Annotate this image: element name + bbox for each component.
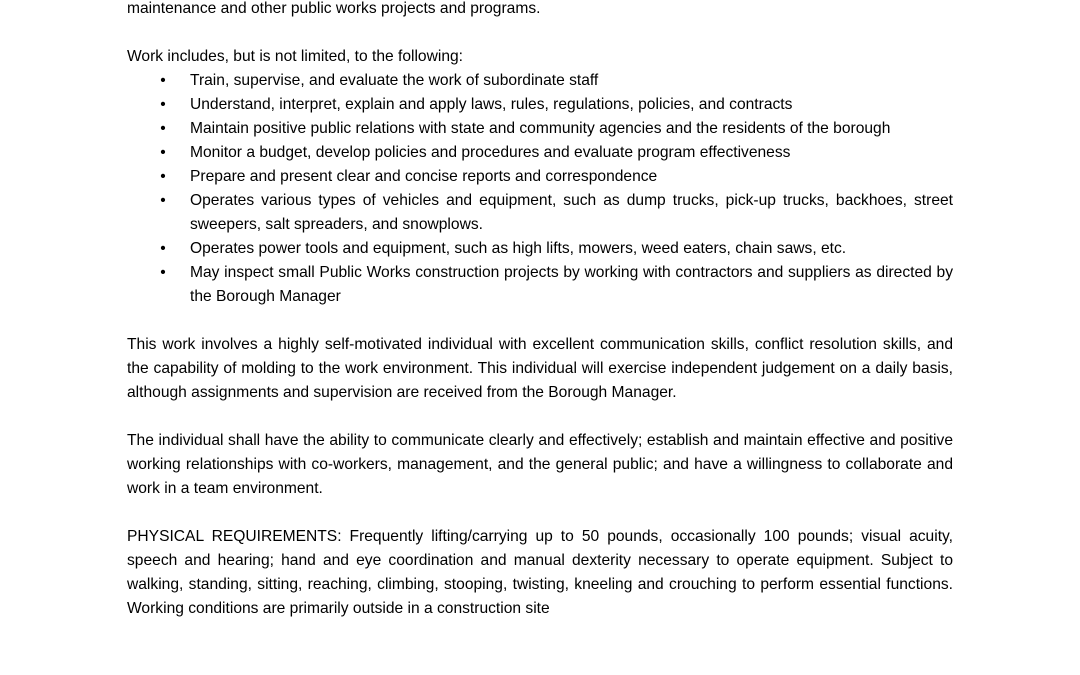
- motivation-paragraph: This work involves a highly self-motivated individual with excellent communication skills, conflict resolution skills, and the capability of molding to the work environment. This individual will exercise independent judgement on a daily basis, although assignments and supervision are received from the Borough Manager.: [127, 336, 953, 401]
- work-includes-lead: Work includes, but is not limited, to the following:: [127, 48, 464, 65]
- duty-item: [127, 165, 953, 189]
- bullet-icon: •: [160, 240, 166, 257]
- duty-item: [127, 141, 953, 165]
- paragraph-spacer: [127, 405, 953, 429]
- paragraph-spacer: [127, 309, 953, 333]
- intro-paragraph-tail: maintenance and other public works projects and programs.: [127, 0, 541, 17]
- bullet-icon: •: [160, 120, 166, 137]
- duty-item: [127, 189, 953, 237]
- duty-item: [127, 261, 953, 309]
- physical-requirements-paragraph: PHYSICAL REQUIREMENTS: Frequently lifting/carrying up to 50 pounds, occasionally 100 pounds; visual acuity, speech and hearing; hand and eye coordination and manual dexterity necessary to operate equipment. Subject to walking, standing, sitting, reaching, climbing, stooping, twisting, kneeling and crouching to perform essential functions. Working conditions are primarily outside in a construction site: [127, 528, 953, 617]
- bullet-icon: •: [160, 264, 166, 281]
- bullet-icon: •: [160, 72, 166, 89]
- bullet-icon: •: [160, 192, 166, 209]
- duty-item: [127, 69, 953, 93]
- duty-text: Operates power tools and equipment, such as high lifts, mowers, weed eaters, chain saws, etc.: [190, 240, 847, 257]
- duty-text: Maintain positive public relations with state and community agencies and the residents of the borough: [190, 120, 891, 137]
- duty-text: Operates various types of vehicles and equipment, such as dump trucks, pick-up trucks, backhoes, street sweepers, salt spreaders, and snowplows.: [190, 192, 953, 233]
- bullet-icon: •: [160, 168, 166, 185]
- duty-item: [127, 237, 953, 261]
- duties-list: [127, 69, 953, 309]
- bullet-icon: •: [160, 96, 166, 113]
- duty-text: Understand, interpret, explain and apply laws, rules, regulations, policies, and contracts: [190, 96, 793, 113]
- communication-paragraph: The individual shall have the ability to communicate clearly and effectively; establish and maintain effective and positive working relationships with co-workers, management, and the general public; and have a willingness to collaborate and work in a team environment.: [127, 432, 953, 497]
- duty-item: [127, 117, 953, 141]
- paragraph-spacer: [127, 501, 953, 525]
- duty-text: Prepare and present clear and concise reports and correspondence: [190, 168, 658, 185]
- document-page: [127, 0, 953, 621]
- paragraph-spacer: [127, 21, 953, 45]
- bullet-icon: •: [160, 144, 166, 161]
- duty-text: Monitor a budget, develop policies and procedures and evaluate program effectiveness: [190, 144, 791, 161]
- duty-item: [127, 93, 953, 117]
- duty-text: May inspect small Public Works construction projects by working with contractors and suppliers as directed by the Borough Manager: [190, 264, 953, 305]
- duty-text: Train, supervise, and evaluate the work of subordinate staff: [190, 72, 599, 89]
